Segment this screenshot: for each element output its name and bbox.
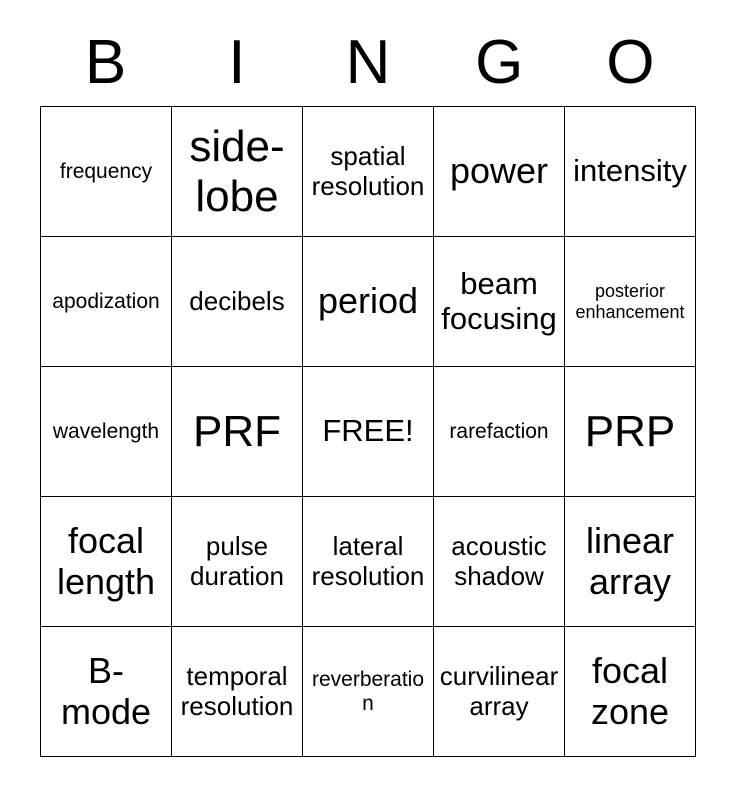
bingo-cell[interactable]: PRF <box>172 367 303 497</box>
bingo-cell[interactable]: focal zone <box>565 627 696 757</box>
bingo-cell[interactable]: reverberation <box>303 627 434 757</box>
bingo-cell[interactable]: temporal resolution <box>172 627 303 757</box>
bingo-cell[interactable]: lateral resolution <box>303 497 434 627</box>
bingo-row <box>41 627 696 757</box>
bingo-cell[interactable]: side-lobe <box>172 107 303 237</box>
bingo-cell[interactable]: wavelength <box>41 367 172 497</box>
bingo-cell[interactable]: focal length <box>41 497 172 627</box>
header-letter-b: B <box>84 28 127 97</box>
bingo-cell[interactable]: spatial resolution <box>303 107 434 237</box>
header-letter-o: O <box>606 28 655 97</box>
bingo-grid <box>40 106 696 757</box>
bingo-cell[interactable]: power <box>434 107 565 237</box>
bingo-cell[interactable]: acoustic shadow <box>434 497 565 627</box>
bingo-cell[interactable]: PRP <box>565 367 696 497</box>
header-letter-g: G <box>475 28 524 97</box>
bingo-cell-free[interactable]: FREE! <box>303 367 434 497</box>
bingo-row <box>41 367 696 497</box>
bingo-cell[interactable]: decibels <box>172 237 303 367</box>
bingo-cell[interactable]: period <box>303 237 434 367</box>
bingo-cell[interactable]: posterior enhancement <box>565 237 696 367</box>
bingo-cell[interactable]: beam focusing <box>434 237 565 367</box>
bingo-cell[interactable]: rarefaction <box>434 367 565 497</box>
bingo-row <box>41 107 696 237</box>
header-letter-n: N <box>345 28 391 97</box>
bingo-cell[interactable]: apodization <box>41 237 172 367</box>
header-letter-i: I <box>228 28 246 97</box>
bingo-cell[interactable]: B-mode <box>41 627 172 757</box>
bingo-cell[interactable]: intensity <box>565 107 696 237</box>
bingo-cell[interactable]: frequency <box>41 107 172 237</box>
bingo-row <box>41 497 696 627</box>
bingo-row <box>41 237 696 367</box>
bingo-cell[interactable]: curvilinear array <box>434 627 565 757</box>
bingo-header <box>40 0 696 100</box>
bingo-cell[interactable]: linear array <box>565 497 696 627</box>
bingo-cell[interactable]: pulse duration <box>172 497 303 627</box>
